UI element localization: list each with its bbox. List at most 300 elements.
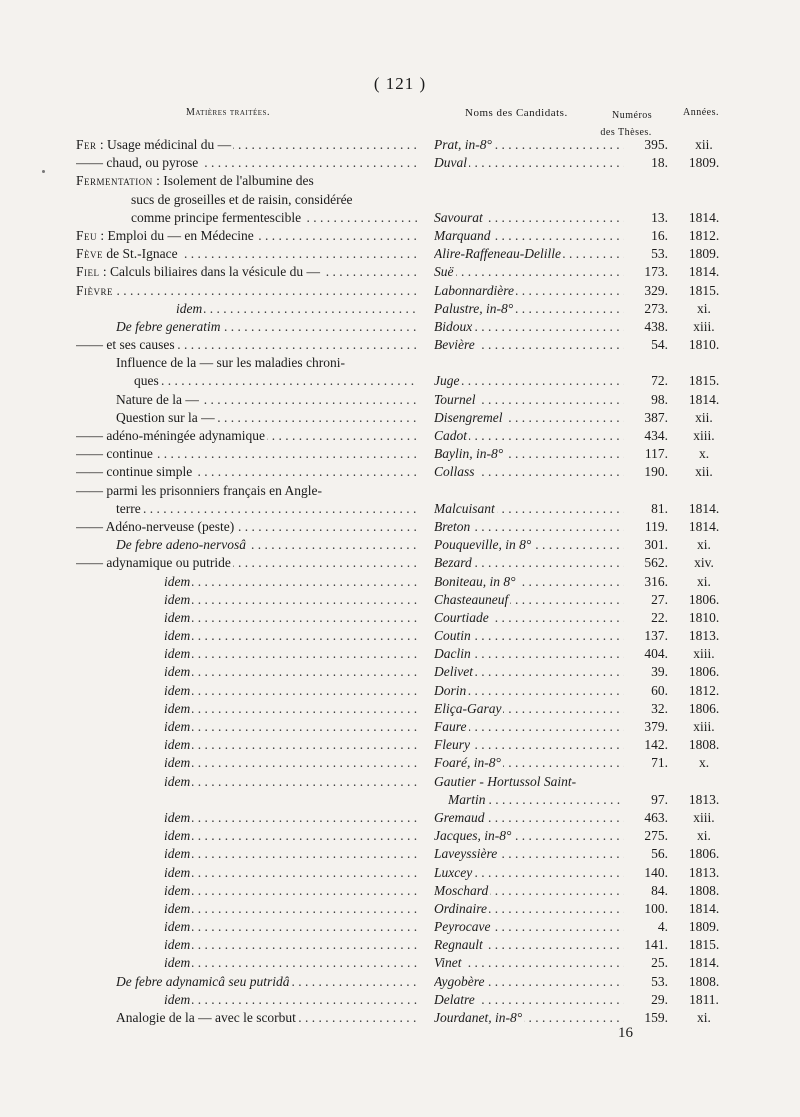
entry-subject — [116, 973, 418, 991]
entry-thesis-number: 18. — [651, 155, 668, 171]
entry-subject — [164, 900, 418, 918]
entry-candidate — [434, 591, 624, 609]
entry-subject — [76, 463, 418, 481]
entry-thesis-number: 395. — [644, 137, 668, 152]
table-row — [0, 791, 800, 809]
table-row — [0, 900, 800, 918]
entry-candidate-name: Tournel — [434, 391, 476, 407]
entry-subject-text — [164, 846, 192, 861]
entry-year: 1808. — [688, 737, 720, 753]
entry-subject-text — [76, 483, 324, 498]
entry-year: 1813. — [688, 628, 720, 644]
entry-subject-text — [164, 719, 192, 734]
entry-candidate — [434, 809, 624, 827]
entry-candidate-name: Bezard — [434, 555, 472, 571]
entry-thesis-number: 159. — [644, 1010, 668, 1025]
entry-subject — [164, 609, 418, 627]
table-row — [0, 300, 800, 318]
entry-year: 1808. — [688, 973, 720, 989]
entry-subject-label: idem — [164, 628, 191, 644]
entry-subject-label: Influence de la — sur les maladies chroni- — [116, 355, 346, 371]
entry-headword: Fermentation — [76, 173, 153, 189]
entry-thesis-number: 316. — [644, 573, 668, 589]
entry-thesis-number: 301. — [644, 537, 668, 553]
entry-subject-label: idem — [164, 828, 191, 844]
entry-candidate-name: Vinet — [434, 955, 462, 971]
entry-candidate-name: Jourdanet, in-8° — [434, 1010, 523, 1025]
entry-subject — [76, 263, 418, 281]
entry-candidate — [434, 645, 624, 663]
table-row — [0, 973, 800, 991]
entry-thesis-number: 54. — [651, 337, 668, 353]
table-row — [0, 427, 800, 445]
entry-candidate-name: Delivet — [434, 664, 473, 680]
entry-subject — [164, 918, 418, 936]
entry-subject-text — [76, 464, 194, 479]
table-row — [0, 282, 800, 300]
entry-candidate — [434, 1009, 624, 1027]
entry-subject — [76, 445, 418, 463]
table-row — [0, 500, 800, 518]
header-candidats: Noms des Candidats. — [465, 107, 568, 119]
table-row — [0, 591, 800, 609]
entry-year: xii. — [695, 137, 713, 152]
table-row — [0, 372, 800, 390]
table-row — [0, 463, 800, 481]
entry-subject-label: idem — [164, 573, 191, 589]
entry-year: 1810. — [688, 337, 720, 353]
entry-candidate-name: Chasteauneuf — [434, 591, 509, 607]
entry-subject-text — [164, 937, 192, 952]
entry-year: 1812. — [688, 682, 720, 698]
entry-candidate — [434, 663, 624, 681]
table-row — [0, 864, 800, 882]
entry-year: xi. — [697, 300, 711, 316]
entry-candidate-name: Bevière — [434, 337, 475, 353]
entry-subject-text — [76, 428, 267, 443]
entry-year: xiv. — [694, 555, 714, 571]
entry-candidate-name: Moschard — [434, 882, 489, 898]
entry-headword: Fer — [76, 137, 97, 152]
entry-year: 1815. — [688, 373, 720, 389]
entry-candidate — [434, 227, 624, 245]
entry-candidate — [434, 700, 624, 718]
entry-candidate-name: Martin — [448, 791, 486, 807]
entry-year: 1809. — [688, 155, 720, 171]
entry-candidate — [434, 736, 624, 754]
entry-subject-text — [164, 610, 192, 625]
entry-subject-label: : Usage médicinal du — — [96, 137, 232, 152]
entry-year: 1815. — [688, 282, 720, 298]
entry-candidate — [434, 627, 624, 645]
entry-candidate-name: Collass — [434, 464, 475, 480]
entry-year: xiii. — [693, 318, 715, 334]
entry-subject-label: Question sur la — — [116, 409, 215, 425]
table-row — [0, 736, 800, 754]
table-row — [0, 845, 800, 863]
entry-thesis-number: 379. — [644, 719, 668, 734]
entry-subject-label: idem — [164, 773, 191, 789]
entry-subject-text — [76, 519, 236, 534]
entry-subject — [76, 172, 418, 190]
entry-subject-label: idem — [164, 882, 191, 898]
entry-subject — [76, 336, 418, 354]
entry-subject-text — [76, 792, 78, 807]
entry-subject-text — [164, 955, 192, 970]
entry-year: 1809. — [688, 919, 720, 935]
entry-subject — [116, 318, 418, 336]
entry-subject-label: —— parmi les prisonniers français en Angle- — [76, 482, 322, 498]
entry-subject-label: idem — [164, 919, 191, 935]
table-row — [0, 682, 800, 700]
table-row — [0, 936, 800, 954]
entry-thesis-number: 190. — [644, 464, 668, 480]
entry-subject-text — [131, 210, 303, 225]
entry-thesis-number: 273. — [644, 300, 668, 316]
entry-subject-label: —— et ses causes — [76, 337, 175, 353]
entry-year: xii. — [695, 409, 713, 425]
entry-subject-label: : Emploi du — en Médecine — [97, 227, 254, 243]
entry-thesis-number: 140. — [644, 864, 668, 880]
entry-candidate — [434, 991, 624, 1009]
entry-headword: Feu — [76, 227, 98, 243]
entry-subject-text — [164, 828, 192, 843]
table-row — [0, 809, 800, 827]
entry-thesis-number: 53. — [651, 973, 668, 989]
table-row — [0, 827, 800, 845]
entry-year: xi. — [697, 828, 711, 844]
entry-subject-text — [76, 173, 316, 188]
table-row — [0, 154, 800, 172]
entry-candidate-name: Delatre — [434, 991, 475, 1007]
entry-candidate-name: Savourat — [434, 209, 483, 225]
table-row — [0, 518, 800, 536]
entry-candidate — [434, 445, 624, 463]
entry-candidate — [434, 463, 624, 481]
entry-candidate — [434, 500, 624, 518]
entry-subject-text — [164, 574, 192, 589]
entry-candidate-name: Breton — [434, 518, 471, 534]
entry-subject-label: sucs de groseilles et de raisin, considérée — [131, 191, 353, 207]
header-numeros-line2: des Thèses. — [600, 127, 652, 138]
entry-subject — [164, 827, 418, 845]
entry-subject-text — [76, 446, 155, 461]
entry-candidate — [434, 209, 624, 227]
signature-mark: 16 — [618, 1025, 633, 1041]
entry-candidate-name: Courtiade — [434, 609, 489, 625]
entry-candidate-name: Malcuisant — [434, 500, 495, 516]
entry-subject — [176, 300, 418, 318]
entry-thesis-number: 100. — [644, 900, 668, 916]
entry-candidate-name: Regnault — [434, 937, 483, 953]
entry-subject-label: De febre adeno-nervosâ — [116, 537, 246, 553]
entry-candidate — [434, 245, 624, 263]
entry-year: xii. — [695, 464, 713, 480]
entry-candidate-name: Jacques, in-8° — [434, 828, 512, 844]
entry-subject — [76, 245, 418, 263]
entry-subject-text — [76, 264, 322, 279]
entry-year: 1814. — [688, 391, 720, 407]
entry-subject-text — [76, 137, 233, 152]
entry-subject-text — [134, 373, 161, 388]
entry-subject — [164, 845, 418, 863]
table-row — [0, 209, 800, 227]
entry-candidate-name: Peyrocave — [434, 919, 491, 935]
entry-subject — [76, 518, 418, 536]
entry-candidate — [434, 154, 624, 172]
entry-subject — [76, 427, 418, 445]
entry-subject — [164, 682, 418, 700]
table-row — [0, 336, 800, 354]
entry-subject-text — [116, 537, 248, 552]
entry-candidate — [434, 336, 624, 354]
entry-subject-label: Nature de la — — [116, 391, 199, 407]
entry-candidate-name: Gremaud — [434, 809, 485, 825]
entry-thesis-number: 16. — [651, 227, 668, 243]
table-row — [0, 391, 800, 409]
entry-subject-label: idem — [164, 991, 191, 1007]
entry-thesis-number: 56. — [651, 846, 668, 862]
entry-year: 1806. — [688, 700, 720, 716]
entry-subject-text — [164, 628, 192, 643]
entry-year: 1810. — [688, 609, 720, 625]
entry-candidate-name: Gautier - Hortussol Saint- — [434, 773, 577, 789]
table-row — [0, 354, 800, 372]
table-row — [0, 627, 800, 645]
table-row — [0, 773, 800, 791]
entry-subject-label: ques — [134, 373, 159, 389]
entry-year: xi. — [697, 573, 711, 589]
entry-subject-text — [176, 301, 204, 316]
entry-candidate — [434, 845, 624, 863]
entry-candidate — [434, 609, 624, 627]
entry-subject — [116, 536, 418, 554]
entry-subject-label: —— chaud, ou pyrose — [76, 155, 199, 171]
entry-candidate-name: Foaré, in-8° — [434, 755, 501, 771]
entry-subject — [164, 754, 418, 772]
table-row — [0, 1009, 800, 1027]
entry-year: 1806. — [688, 846, 720, 862]
table-row — [0, 609, 800, 627]
entry-candidate — [448, 791, 624, 809]
entry-thesis-number: 13. — [651, 209, 668, 225]
entry-candidate-name: Suë — [434, 264, 454, 280]
entry-thesis-number: 97. — [651, 791, 668, 807]
entry-candidate-name: Boniteau, in 8° — [434, 573, 516, 589]
entry-subject — [164, 663, 418, 681]
table-row — [0, 536, 800, 554]
entry-thesis-number: 27. — [651, 591, 668, 607]
entry-subject-label: de St.-Ignace — [103, 246, 178, 262]
entry-subject-text — [76, 283, 115, 298]
entry-candidate-name: Duval — [434, 155, 467, 171]
entry-subject — [131, 191, 418, 209]
entry-subject-text — [164, 683, 192, 698]
entry-subject-text — [76, 246, 180, 261]
entry-subject — [164, 936, 418, 954]
entry-year: xiii. — [693, 646, 715, 662]
entry-subject-text — [164, 774, 192, 789]
entry-candidate-name: Labonnardière — [434, 282, 514, 298]
entry-candidate — [434, 536, 624, 554]
entry-subject — [164, 700, 418, 718]
entry-year: x. — [698, 755, 710, 771]
entry-subject-label: idem — [164, 646, 191, 662]
entry-subject-text — [116, 355, 347, 370]
entry-thesis-number: 404. — [644, 646, 668, 662]
entry-subject-label: : Isolement de l'albumine des — [152, 173, 314, 189]
entry-candidate-name: Bidoux — [434, 318, 473, 334]
entry-subject-label: idem — [164, 682, 191, 698]
entry-year: xiii. — [693, 428, 715, 443]
entry-subject-text — [76, 555, 233, 570]
entry-thesis-number: 275. — [644, 828, 668, 844]
entry-candidate — [434, 136, 624, 154]
entry-subject-text — [164, 810, 192, 825]
entry-candidate-name: Faure — [434, 719, 467, 734]
entry-candidate — [434, 372, 624, 390]
entry-subject — [76, 554, 418, 572]
entry-subject — [164, 991, 418, 1009]
entry-candidate — [434, 300, 624, 318]
entry-subject-label: idem — [164, 591, 191, 607]
table-row — [0, 227, 800, 245]
entry-candidate — [434, 318, 624, 336]
entry-thesis-number: 438. — [644, 318, 668, 334]
entry-subject-label: idem — [164, 955, 191, 971]
entry-subject — [116, 500, 418, 518]
entry-subject-text — [164, 992, 192, 1007]
entry-candidate — [434, 936, 624, 954]
entry-subject-label: —— adéno-méningée adynamique — [76, 428, 265, 443]
entry-subject-text — [164, 901, 192, 916]
entry-year: 1812. — [688, 227, 720, 243]
entry-subject-label: : Calculs biliaires dans la vésicule du — — [99, 264, 320, 280]
entry-thesis-number: 25. — [651, 955, 668, 971]
entry-candidate — [434, 827, 624, 845]
entry-subject-label: idem — [164, 664, 191, 680]
table-row — [0, 445, 800, 463]
entry-thesis-number: 29. — [651, 991, 668, 1007]
entry-candidate — [434, 573, 624, 591]
entry-subject-label: idem — [164, 900, 191, 916]
entry-year: x. — [698, 446, 710, 462]
entry-subject — [164, 718, 418, 736]
entry-headword: Fièvre — [76, 282, 114, 298]
entry-subject — [164, 809, 418, 827]
entry-thesis-number: 84. — [651, 882, 668, 898]
table-row — [0, 172, 800, 190]
entry-subject-text — [76, 228, 256, 243]
table-row — [0, 136, 800, 154]
entry-subject-label: idem — [164, 937, 191, 953]
entry-thesis-number: 22. — [651, 609, 668, 625]
entry-thesis-number: 119. — [644, 518, 668, 534]
entry-year: xi. — [697, 1010, 711, 1025]
entry-subject-label: —— continue — [76, 446, 153, 462]
entry-year: xiii. — [693, 809, 715, 825]
entry-subject — [131, 209, 418, 227]
entry-subject — [76, 136, 418, 154]
table-row — [0, 663, 800, 681]
entry-subject-text — [164, 865, 192, 880]
entry-subject-text — [116, 410, 217, 425]
entry-subject-text — [131, 192, 355, 207]
entry-subject-label: idem — [164, 700, 191, 716]
entry-subject-text — [116, 392, 201, 407]
entry-subject-text — [164, 646, 192, 661]
entry-subject-text — [164, 737, 192, 752]
entry-subject-text — [164, 592, 192, 607]
entry-candidate — [434, 918, 624, 936]
table-row — [0, 573, 800, 591]
entry-candidate-name: Ordinaire — [434, 900, 487, 916]
entry-candidate — [434, 754, 624, 772]
entry-year: 1814. — [688, 500, 720, 516]
entry-year: 1809. — [688, 246, 720, 262]
table-row — [0, 245, 800, 263]
entry-subject-label: comme principe fermentescible — [131, 209, 302, 225]
table-row — [0, 918, 800, 936]
entry-subject — [164, 882, 418, 900]
entry-subject — [116, 391, 418, 409]
entry-subject-text — [76, 337, 177, 352]
entry-thesis-number: 81. — [651, 500, 668, 516]
entry-subject-label: idem — [164, 846, 191, 862]
table-row — [0, 882, 800, 900]
entry-subject — [76, 482, 418, 500]
page-number: ( 121 ) — [373, 74, 427, 93]
entry-candidate-name: Daclin — [434, 646, 471, 662]
entry-subject-text — [116, 319, 222, 334]
entry-subject-text — [164, 701, 192, 716]
entry-year: 1806. — [688, 664, 720, 680]
entry-subject-label: idem — [164, 609, 191, 625]
entry-year: 1814. — [688, 264, 720, 280]
entry-subject-label: idem — [164, 755, 191, 771]
entry-subject — [116, 409, 418, 427]
entry-subject — [164, 954, 418, 972]
entry-year: 1806. — [688, 591, 720, 607]
entry-candidate-name: Aygobère — [434, 973, 485, 989]
entry-candidate — [434, 409, 624, 427]
entry-thesis-number: 98. — [651, 391, 668, 407]
header-matieres: Matières traitées. — [186, 107, 270, 118]
table-row — [0, 991, 800, 1009]
entry-subject-text — [116, 1010, 298, 1025]
entry-candidate-name: Prat, in-8° — [434, 137, 492, 152]
entry-subject-label: terre — [116, 500, 141, 516]
entry-candidate-name: Luxcey — [434, 864, 473, 880]
table-row — [0, 645, 800, 663]
entry-year: 1815. — [688, 937, 720, 953]
entry-candidate-name: Cadot — [434, 428, 468, 443]
entry-thesis-number: 434. — [644, 428, 668, 443]
entry-thesis-number: 142. — [644, 737, 668, 753]
table-row — [0, 409, 800, 427]
entry-candidate — [434, 954, 624, 972]
entry-thesis-number: 117. — [644, 446, 668, 462]
entry-year: 1813. — [688, 791, 720, 807]
table-row — [0, 718, 800, 736]
entry-candidate — [434, 391, 624, 409]
entry-year: 1814. — [688, 518, 720, 534]
entry-subject-label: —— Adéno-nerveuse (peste) — [76, 518, 235, 534]
entry-candidate-name: Dorin — [434, 682, 467, 698]
entry-year: 1814. — [688, 209, 720, 225]
entry-candidate — [434, 882, 624, 900]
entry-thesis-number: 137. — [644, 628, 668, 644]
